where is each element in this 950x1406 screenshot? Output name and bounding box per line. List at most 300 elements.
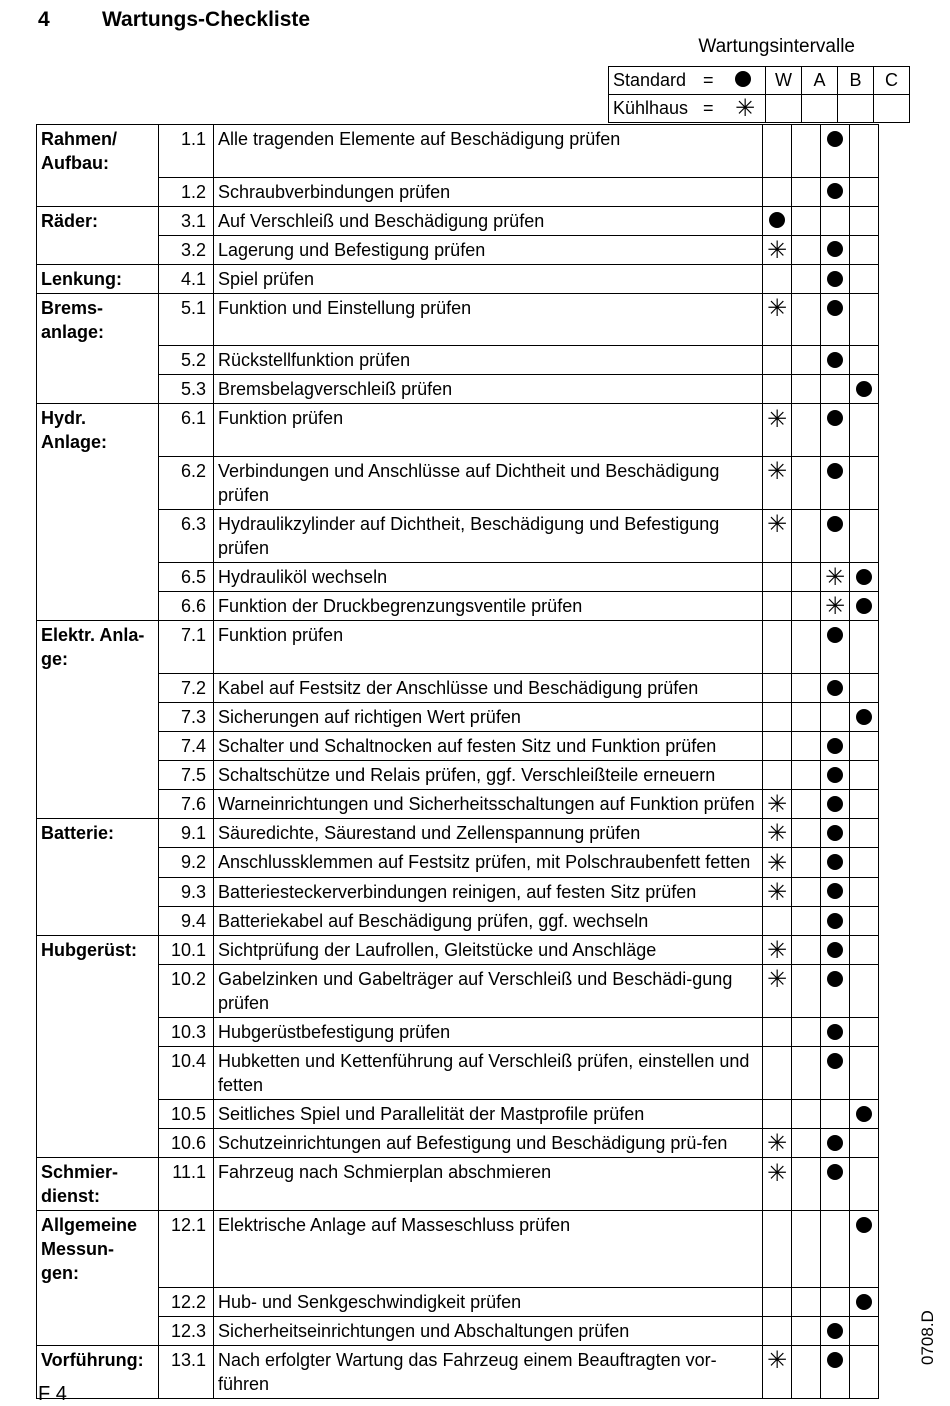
- item-task: Schraubverbindungen prüfen: [214, 177, 763, 206]
- item-number: 7.6: [159, 789, 214, 818]
- column-header-w: W: [766, 67, 802, 95]
- interval-cell-a: [792, 789, 821, 818]
- interval-cell-a: [792, 404, 821, 457]
- dot-icon: [856, 598, 872, 614]
- interval-cell-w: [763, 125, 792, 178]
- interval-cell-b: [821, 1345, 850, 1398]
- interval-cell-a: [792, 125, 821, 178]
- interval-cell-a: [792, 906, 821, 935]
- item-number: 10.4: [159, 1047, 214, 1100]
- interval-cell-c: [850, 1287, 879, 1316]
- interval-cell-w: [763, 702, 792, 731]
- interval-cell-c: [850, 702, 879, 731]
- interval-cell-c: [850, 1345, 879, 1398]
- interval-cell-w: [763, 206, 792, 235]
- interval-cell-c: [850, 1018, 879, 1047]
- asterisk-icon: ✳: [766, 405, 788, 433]
- legend-empty-cell: [838, 95, 874, 123]
- group-label: Lenkung:: [37, 264, 159, 293]
- item-task: Warneinrichtungen und Sicherheitsschaltungen auf Funktion prüfen: [214, 789, 763, 818]
- item-number: 13.1: [159, 1345, 214, 1398]
- interval-cell-b: [821, 1018, 850, 1047]
- table-row: [37, 177, 879, 206]
- table-row: [37, 293, 879, 346]
- item-number: 4.1: [159, 264, 214, 293]
- interval-cell-w: [763, 760, 792, 789]
- interval-cell-w: [763, 1158, 792, 1211]
- dot-icon: [827, 183, 843, 199]
- interval-cell-b: [821, 346, 850, 375]
- dot-icon: [827, 410, 843, 426]
- interval-cell-w: [763, 906, 792, 935]
- item-number: 11.1: [159, 1158, 214, 1211]
- interval-cell-c: [850, 760, 879, 789]
- table-row: [37, 848, 879, 877]
- interval-cell-a: [792, 760, 821, 789]
- interval-cell-b: [821, 293, 850, 346]
- interval-cell-a: [792, 819, 821, 848]
- interval-cell-w: [763, 1287, 792, 1316]
- item-task: Batteriesteckerverbindungen reinigen, auf festen Sitz prüfen: [214, 877, 763, 906]
- dot-icon: [856, 381, 872, 397]
- interval-cell-b: [821, 562, 850, 591]
- item-number: 7.2: [159, 673, 214, 702]
- legend-equals: =: [703, 70, 714, 90]
- interval-cell-b: [821, 1129, 850, 1158]
- interval-cell-b: [821, 906, 850, 935]
- group-label: [37, 1047, 159, 1100]
- interval-cell-c: [850, 1100, 879, 1129]
- interval-cell-a: [792, 1158, 821, 1211]
- table-row: [37, 1316, 879, 1345]
- asterisk-icon: ✳: [766, 820, 788, 848]
- legend-standard-label: Standard: [613, 70, 687, 90]
- legend-table: [608, 66, 910, 123]
- group-label: [37, 562, 159, 591]
- group-label: [37, 789, 159, 818]
- column-header-b: B: [838, 67, 874, 95]
- interval-cell-a: [792, 206, 821, 235]
- table-row: [37, 375, 879, 404]
- item-task: Bremsbelagverschleiß prüfen: [214, 375, 763, 404]
- item-number: 7.1: [159, 621, 214, 674]
- dot-icon: [827, 971, 843, 987]
- interval-cell-w: [763, 673, 792, 702]
- interval-cell-a: [792, 375, 821, 404]
- dot-icon: [827, 241, 843, 257]
- table-row: [37, 621, 879, 674]
- dot-icon: [856, 1294, 872, 1310]
- interval-cell-b: [821, 235, 850, 264]
- item-number: 9.4: [159, 906, 214, 935]
- table-row: [37, 125, 879, 178]
- table-row: [37, 1047, 879, 1100]
- item-number: 10.5: [159, 1100, 214, 1129]
- table-row: [37, 1158, 879, 1211]
- group-label: [37, 731, 159, 760]
- table-row: [37, 509, 879, 562]
- group-label: [37, 877, 159, 906]
- table-row: [37, 235, 879, 264]
- interval-cell-w: [763, 848, 792, 877]
- item-number: 6.3: [159, 509, 214, 562]
- page-heading: [38, 8, 310, 32]
- interval-cell-a: [792, 621, 821, 674]
- interval-cell-w: [763, 177, 792, 206]
- legend-equals: =: [703, 98, 714, 118]
- group-label: [37, 177, 159, 206]
- interval-cell-c: [850, 621, 879, 674]
- item-number: 7.3: [159, 702, 214, 731]
- interval-cell-a: [792, 346, 821, 375]
- legend-empty-cell: [874, 95, 910, 123]
- asterisk-icon: ✳: [766, 966, 788, 994]
- interval-cell-b: [821, 264, 850, 293]
- item-task: Funktion prüfen: [214, 621, 763, 674]
- asterisk-icon: ✳: [735, 94, 756, 122]
- interval-cell-w: [763, 1316, 792, 1345]
- item-task: Gabelzinken und Gabelträger auf Verschleiß und Beschädi-gung prüfen: [214, 965, 763, 1018]
- item-task: Hubketten und Kettenführung auf Verschleiß prüfen, einstellen und fetten: [214, 1047, 763, 1100]
- asterisk-icon: ✳: [766, 236, 788, 264]
- table-row: [37, 673, 879, 702]
- interval-cell-c: [850, 1129, 879, 1158]
- dot-icon: [827, 516, 843, 532]
- interval-cell-c: [850, 819, 879, 848]
- asterisk-icon: ✳: [766, 1159, 788, 1187]
- interval-cell-a: [792, 877, 821, 906]
- table-row: [37, 404, 879, 457]
- dot-icon: [856, 709, 872, 725]
- item-task: Funktion der Druckbegrenzungsventile prüfen: [214, 592, 763, 621]
- interval-cell-b: [821, 1100, 850, 1129]
- dot-icon: [827, 1135, 843, 1151]
- item-task: Hydrauliköl wechseln: [214, 562, 763, 591]
- item-number: 7.5: [159, 760, 214, 789]
- page-footer: F 4: [38, 1383, 67, 1405]
- dot-icon: [856, 569, 872, 585]
- interval-cell-c: [850, 731, 879, 760]
- item-number: 9.2: [159, 848, 214, 877]
- item-task: Hub- und Senkgeschwindigkeit prüfen: [214, 1287, 763, 1316]
- group-label: Elektr. Anla- ge:: [37, 621, 159, 674]
- interval-cell-c: [850, 1158, 879, 1211]
- group-label: Hubgerüst:: [37, 935, 159, 964]
- interval-cell-b: [821, 702, 850, 731]
- group-label: Räder:: [37, 206, 159, 235]
- table-row: [37, 206, 879, 235]
- interval-cell-b: [821, 404, 850, 457]
- dot-icon: [827, 767, 843, 783]
- group-label: Vorführung:: [37, 1345, 159, 1398]
- item-number: 6.5: [159, 562, 214, 591]
- interval-cell-b: [821, 509, 850, 562]
- asterisk-icon: ✳: [824, 564, 846, 591]
- interval-cell-w: [763, 1129, 792, 1158]
- interval-cell-a: [792, 592, 821, 621]
- table-row: [37, 1345, 879, 1398]
- interval-cell-b: [821, 760, 850, 789]
- dot-icon: [827, 1164, 843, 1180]
- item-number: 12.2: [159, 1287, 214, 1316]
- group-label: Batterie:: [37, 819, 159, 848]
- interval-cell-a: [792, 1211, 821, 1288]
- interval-cell-a: [792, 1100, 821, 1129]
- table-row: [37, 346, 879, 375]
- item-task: Elektrische Anlage auf Masseschluss prüfen: [214, 1211, 763, 1288]
- interval-cell-w: [763, 819, 792, 848]
- table-row: [37, 456, 879, 509]
- interval-cell-w: [763, 264, 792, 293]
- interval-cell-c: [850, 1211, 879, 1288]
- interval-cell-w: [763, 375, 792, 404]
- asterisk-icon: ✳: [766, 791, 788, 818]
- dot-icon: [827, 131, 843, 147]
- interval-cell-a: [792, 965, 821, 1018]
- interval-cell-c: [850, 1047, 879, 1100]
- column-header-a: A: [802, 67, 838, 95]
- group-label: [37, 848, 159, 877]
- interval-cell-a: [792, 509, 821, 562]
- interval-cell-c: [850, 935, 879, 964]
- table-row: [37, 1129, 879, 1158]
- item-task: Nach erfolgter Wartung das Fahrzeug einem Beauftragten vor-führen: [214, 1345, 763, 1398]
- interval-cell-c: [850, 562, 879, 591]
- interval-cell-b: [821, 177, 850, 206]
- item-number: 9.1: [159, 819, 214, 848]
- group-label: [37, 673, 159, 702]
- table-row: [37, 789, 879, 818]
- interval-cell-b: [821, 1211, 850, 1288]
- interval-cell-b: [821, 819, 850, 848]
- legend-empty-cell: [766, 95, 802, 123]
- dot-icon: [827, 942, 843, 958]
- interval-cell-c: [850, 177, 879, 206]
- interval-cell-c: [850, 375, 879, 404]
- dot-icon: [827, 627, 843, 643]
- interval-cell-w: [763, 1211, 792, 1288]
- interval-cell-w: [763, 789, 792, 818]
- item-number: 3.1: [159, 206, 214, 235]
- document-code: 0708.D: [918, 1310, 937, 1365]
- interval-cell-c: [850, 206, 879, 235]
- item-task: Hydraulikzylinder auf Dichtheit, Beschädigung und Befestigung prüfen: [214, 509, 763, 562]
- table-row: [37, 1018, 879, 1047]
- item-task: Schutzeinrichtungen auf Befestigung und Beschädigung prü-fen: [214, 1129, 763, 1158]
- interval-cell-b: [821, 789, 850, 818]
- interval-cell-b: [821, 965, 850, 1018]
- item-task: Spiel prüfen: [214, 264, 763, 293]
- table-row: [37, 562, 879, 591]
- dot-icon: [827, 352, 843, 368]
- legend-standard: [609, 67, 766, 95]
- asterisk-icon: ✳: [766, 849, 788, 877]
- interval-cell-w: [763, 935, 792, 964]
- table-row: [37, 1211, 879, 1288]
- table-row: [37, 264, 879, 293]
- interval-cell-w: [763, 621, 792, 674]
- item-number: 5.3: [159, 375, 214, 404]
- table-row: [37, 819, 879, 848]
- interval-cell-c: [850, 264, 879, 293]
- asterisk-icon: ✳: [766, 295, 788, 322]
- dot-icon: [827, 1053, 843, 1069]
- table-row: [37, 877, 879, 906]
- group-label: [37, 456, 159, 509]
- interval-cell-b: [821, 1047, 850, 1100]
- dot-icon: [827, 463, 843, 479]
- group-label: [37, 1100, 159, 1129]
- interval-cell-b: [821, 1287, 850, 1316]
- table-row: [37, 592, 879, 621]
- interval-cell-c: [850, 404, 879, 457]
- group-label: [37, 1018, 159, 1047]
- dot-icon: [827, 300, 843, 316]
- interval-cell-c: [850, 293, 879, 346]
- asterisk-icon: ✳: [766, 458, 788, 485]
- item-number: 10.1: [159, 935, 214, 964]
- item-number: 3.2: [159, 235, 214, 264]
- interval-cell-c: [850, 1316, 879, 1345]
- checklist-table: [36, 124, 879, 1399]
- interval-cell-a: [792, 1316, 821, 1345]
- item-task: Sicherheitseinrichtungen und Abschaltungen prüfen: [214, 1316, 763, 1345]
- item-number: 1.2: [159, 177, 214, 206]
- interval-cell-w: [763, 965, 792, 1018]
- table-row: [37, 1287, 879, 1316]
- dot-icon: [827, 1024, 843, 1040]
- interval-cell-c: [850, 673, 879, 702]
- interval-cell-b: [821, 206, 850, 235]
- interval-cell-c: [850, 848, 879, 877]
- item-task: Fahrzeug nach Schmierplan abschmieren: [214, 1158, 763, 1211]
- dot-icon: [827, 1352, 843, 1368]
- interval-cell-c: [850, 509, 879, 562]
- item-number: 7.4: [159, 731, 214, 760]
- group-label: [37, 1316, 159, 1345]
- legend-coldstore-label: Kühlhaus: [613, 98, 689, 118]
- interval-cell-a: [792, 293, 821, 346]
- interval-cell-w: [763, 293, 792, 346]
- interval-cell-a: [792, 1129, 821, 1158]
- group-label: Schmier- dienst:: [37, 1158, 159, 1211]
- interval-cell-b: [821, 621, 850, 674]
- interval-cell-w: [763, 346, 792, 375]
- item-task: Rückstellfunktion prüfen: [214, 346, 763, 375]
- item-task: Auf Verschleiß und Beschädigung prüfen: [214, 206, 763, 235]
- item-task: Alle tragenden Elemente auf Beschädigung prüfen: [214, 125, 763, 178]
- item-number: 12.3: [159, 1316, 214, 1345]
- interval-cell-a: [792, 456, 821, 509]
- dot-icon: [827, 854, 843, 870]
- group-label: [37, 509, 159, 562]
- interval-cell-w: [763, 731, 792, 760]
- item-task: Sichtprüfung der Laufrollen, Gleitstücke und Anschläge: [214, 935, 763, 964]
- interval-cell-a: [792, 702, 821, 731]
- item-number: 5.1: [159, 293, 214, 346]
- dot-icon: [735, 71, 751, 87]
- group-label: [37, 346, 159, 375]
- interval-cell-w: [763, 456, 792, 509]
- checklist-body: [37, 125, 879, 1399]
- item-number: 5.2: [159, 346, 214, 375]
- item-task: Verbindungen und Anschlüsse auf Dichtheit und Beschädigung prüfen: [214, 456, 763, 509]
- item-task: Kabel auf Festsitz der Anschlüsse und Beschädigung prüfen: [214, 673, 763, 702]
- interval-label: Wartungsintervalle: [698, 36, 855, 57]
- interval-cell-w: [763, 1345, 792, 1398]
- item-number: 10.6: [159, 1129, 214, 1158]
- interval-cell-a: [792, 1287, 821, 1316]
- interval-cell-a: [792, 264, 821, 293]
- interval-cell-b: [821, 592, 850, 621]
- item-number: 12.1: [159, 1211, 214, 1288]
- interval-cell-c: [850, 346, 879, 375]
- interval-cell-a: [792, 1345, 821, 1398]
- dot-icon: [827, 1323, 843, 1339]
- item-number: 9.3: [159, 877, 214, 906]
- interval-cell-b: [821, 375, 850, 404]
- interval-cell-b: [821, 731, 850, 760]
- dot-icon: [769, 212, 785, 228]
- group-label: [37, 906, 159, 935]
- item-task: Batteriekabel auf Beschädigung prüfen, ggf. wechseln: [214, 906, 763, 935]
- interval-cell-b: [821, 1316, 850, 1345]
- interval-cell-w: [763, 1100, 792, 1129]
- dot-icon: [856, 1106, 872, 1122]
- dot-icon: [827, 680, 843, 696]
- interval-cell-b: [821, 673, 850, 702]
- interval-cell-c: [850, 965, 879, 1018]
- item-task: Hubgerüstbefestigung prüfen: [214, 1018, 763, 1047]
- table-row: [37, 1100, 879, 1129]
- item-number: 6.6: [159, 592, 214, 621]
- interval-cell-w: [763, 562, 792, 591]
- interval-cell-b: [821, 877, 850, 906]
- item-task: Funktion prüfen: [214, 404, 763, 457]
- dot-icon: [827, 738, 843, 754]
- item-number: 10.2: [159, 965, 214, 1018]
- interval-cell-b: [821, 125, 850, 178]
- group-label: [37, 1129, 159, 1158]
- interval-cell-b: [821, 456, 850, 509]
- dot-icon: [827, 825, 843, 841]
- legend-coldstore: [609, 95, 766, 123]
- interval-cell-w: [763, 592, 792, 621]
- interval-cell-c: [850, 125, 879, 178]
- interval-cell-b: [821, 848, 850, 877]
- item-number: 10.3: [159, 1018, 214, 1047]
- section-title: Wartungs-Checkliste: [102, 8, 311, 31]
- interval-cell-a: [792, 935, 821, 964]
- interval-cell-a: [792, 1018, 821, 1047]
- group-label: Rahmen/ Aufbau:: [37, 125, 159, 178]
- section-number: 4: [38, 8, 50, 31]
- group-label: [37, 965, 159, 1018]
- item-task: Säuredichte, Säurestand und Zellenspannung prüfen: [214, 819, 763, 848]
- interval-cell-w: [763, 509, 792, 562]
- interval-cell-c: [850, 789, 879, 818]
- item-task: Schaltschütze und Relais prüfen, ggf. Verschleißteile erneuern: [214, 760, 763, 789]
- group-label: [37, 1287, 159, 1316]
- interval-cell-b: [821, 1158, 850, 1211]
- dot-icon: [827, 883, 843, 899]
- interval-cell-w: [763, 235, 792, 264]
- asterisk-icon: ✳: [766, 937, 788, 964]
- interval-cell-a: [792, 177, 821, 206]
- asterisk-icon: ✳: [824, 593, 846, 621]
- interval-cell-a: [792, 562, 821, 591]
- interval-cell-a: [792, 1047, 821, 1100]
